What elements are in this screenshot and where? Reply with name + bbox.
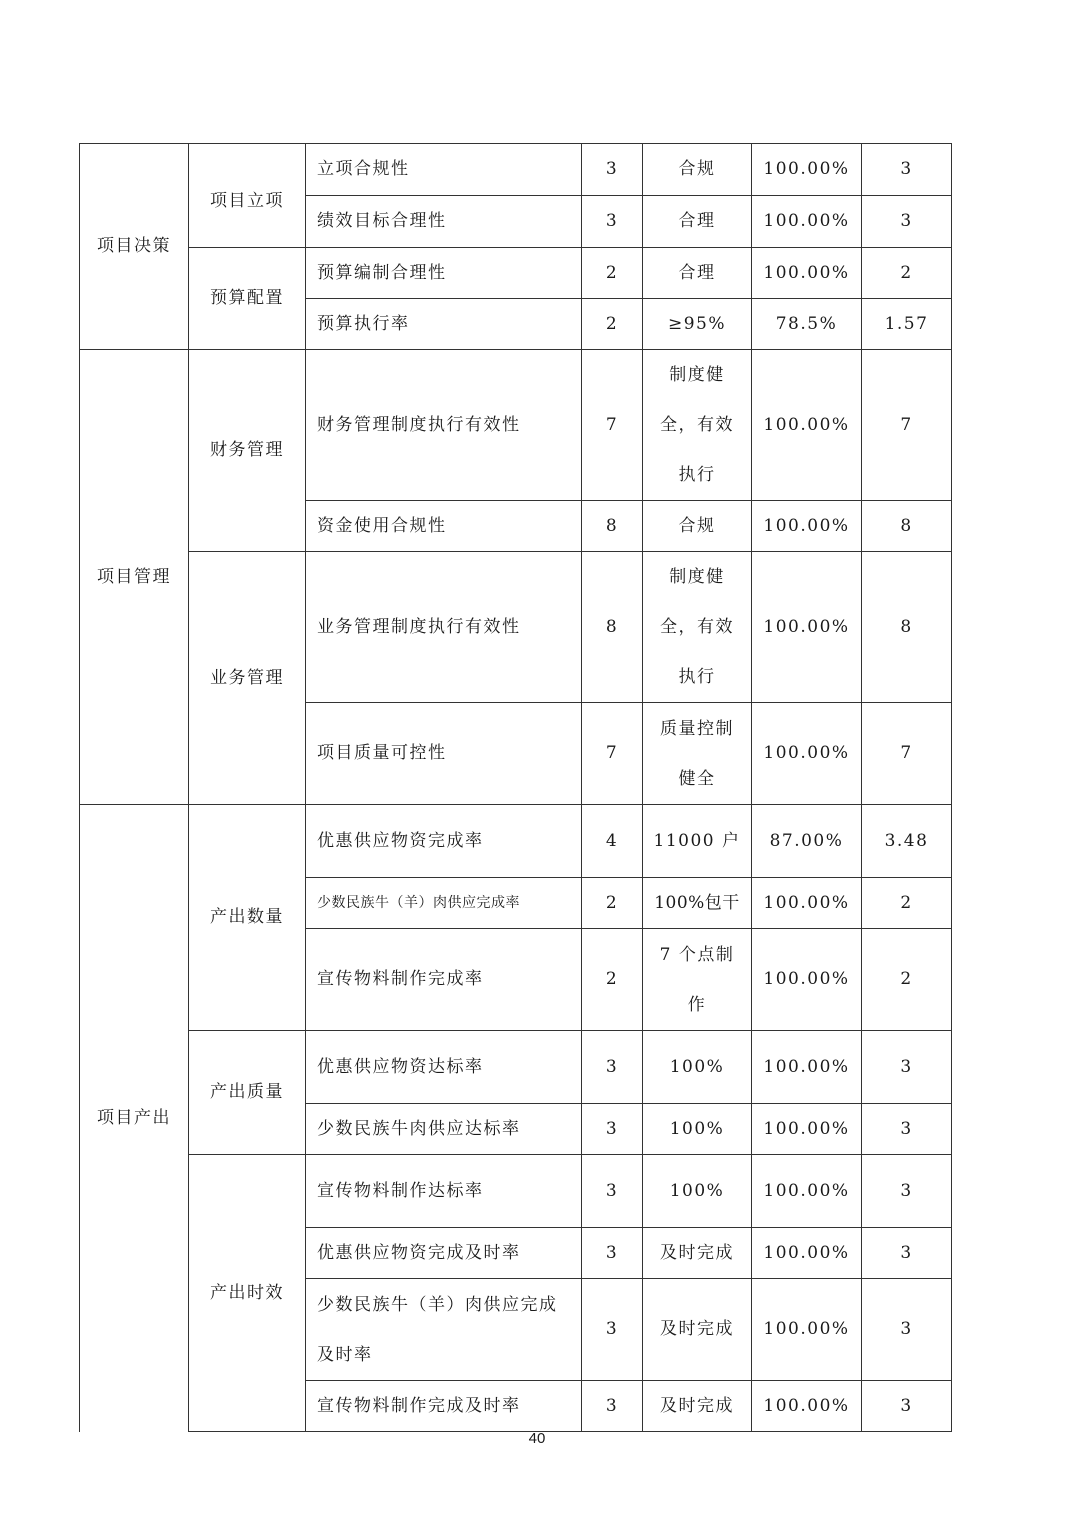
weight-cell: 3 bbox=[582, 1104, 643, 1155]
level1-label: 项目管理 bbox=[80, 350, 189, 805]
indicator-cell: 宣传物料制作完成及时率 bbox=[306, 1381, 582, 1432]
score-cell: 2 bbox=[862, 248, 952, 299]
table-row bbox=[80, 144, 952, 196]
weight-cell: 3 bbox=[582, 1381, 643, 1432]
weight-cell: 3 bbox=[582, 1279, 643, 1381]
score-cell: 7 bbox=[862, 350, 952, 501]
level2-label: 预算配置 bbox=[189, 248, 306, 350]
indicator-cell: 优惠供应物资完成率 bbox=[306, 805, 582, 878]
rate-cell: 100.00% bbox=[752, 144, 862, 196]
rate-cell: 100.00% bbox=[752, 196, 862, 248]
standard-cell: ≥95% bbox=[643, 299, 752, 350]
level2-label: 业务管理 bbox=[189, 552, 306, 805]
standard-cell: 及时完成 bbox=[643, 1381, 752, 1432]
indicator-cell: 资金使用合规性 bbox=[306, 501, 582, 552]
weight-cell: 3 bbox=[582, 196, 643, 248]
rate-cell: 100.00% bbox=[752, 878, 862, 929]
table-row bbox=[80, 248, 952, 299]
rate-cell: 100.00% bbox=[752, 1279, 862, 1381]
weight-cell: 8 bbox=[582, 501, 643, 552]
rate-cell: 100.00% bbox=[752, 1228, 862, 1279]
indicator-cell: 少数民族牛（羊）肉供应完成率 bbox=[306, 878, 582, 929]
weight-cell: 3 bbox=[582, 1155, 643, 1228]
standard-cell: 合理 bbox=[643, 196, 752, 248]
level2-label: 产出数量 bbox=[189, 805, 306, 1031]
indicator-cell: 预算执行率 bbox=[306, 299, 582, 350]
rate-cell: 100.00% bbox=[752, 1155, 862, 1228]
level2-label: 产出质量 bbox=[189, 1031, 306, 1155]
score-cell: 3 bbox=[862, 1228, 952, 1279]
table-row bbox=[80, 1031, 952, 1104]
standard-cell: 质量控制健全 bbox=[643, 703, 752, 805]
weight-cell: 8 bbox=[582, 552, 643, 703]
rate-cell: 87.00% bbox=[752, 805, 862, 878]
indicator-cell: 立项合规性 bbox=[306, 144, 582, 196]
rate-cell: 100.00% bbox=[752, 1381, 862, 1432]
weight-cell: 3 bbox=[582, 1228, 643, 1279]
indicator-cell: 宣传物料制作达标率 bbox=[306, 1155, 582, 1228]
score-cell: 8 bbox=[862, 552, 952, 703]
score-cell: 3 bbox=[862, 1381, 952, 1432]
rate-cell: 100.00% bbox=[752, 1031, 862, 1104]
rate-cell: 100.00% bbox=[752, 501, 862, 552]
rate-cell: 100.00% bbox=[752, 1104, 862, 1155]
score-cell: 2 bbox=[862, 878, 952, 929]
rate-cell: 100.00% bbox=[752, 350, 862, 501]
indicator-cell: 财务管理制度执行有效性 bbox=[306, 350, 582, 501]
indicator-cell: 优惠供应物资达标率 bbox=[306, 1031, 582, 1104]
score-cell: 3 bbox=[862, 196, 952, 248]
rate-cell: 78.5% bbox=[752, 299, 862, 350]
table-row bbox=[80, 1155, 952, 1228]
indicator-cell: 少数民族牛肉供应达标率 bbox=[306, 1104, 582, 1155]
standard-cell: 及时完成 bbox=[643, 1228, 752, 1279]
weight-cell: 3 bbox=[582, 1031, 643, 1104]
indicator-cell: 业务管理制度执行有效性 bbox=[306, 552, 582, 703]
rate-cell: 100.00% bbox=[752, 552, 862, 703]
weight-cell: 2 bbox=[582, 299, 643, 350]
score-cell: 3 bbox=[862, 144, 952, 196]
score-cell: 7 bbox=[862, 703, 952, 805]
indicator-cell: 优惠供应物资完成及时率 bbox=[306, 1228, 582, 1279]
indicator-cell: 预算编制合理性 bbox=[306, 248, 582, 299]
rate-cell: 100.00% bbox=[752, 929, 862, 1031]
standard-cell: 7 个点制作 bbox=[643, 929, 752, 1031]
weight-cell: 7 bbox=[582, 703, 643, 805]
rate-cell: 100.00% bbox=[752, 703, 862, 805]
weight-cell: 2 bbox=[582, 929, 643, 1031]
indicator-cell: 少数民族牛（羊）肉供应完成及时率 bbox=[306, 1279, 582, 1381]
standard-cell: 100% bbox=[643, 1031, 752, 1104]
level2-label: 产出时效 bbox=[189, 1155, 306, 1432]
score-cell: 3 bbox=[862, 1279, 952, 1381]
weight-cell: 2 bbox=[582, 878, 643, 929]
score-cell: 8 bbox=[862, 501, 952, 552]
indicator-cell: 项目质量可控性 bbox=[306, 703, 582, 805]
standard-cell: 制度健全，有效执行 bbox=[643, 350, 752, 501]
standard-cell: 制度健全，有效执行 bbox=[643, 552, 752, 703]
weight-cell: 7 bbox=[582, 350, 643, 501]
standard-cell: 100% bbox=[643, 1155, 752, 1228]
score-cell: 2 bbox=[862, 929, 952, 1031]
standard-cell: 合规 bbox=[643, 144, 752, 196]
score-cell: 3 bbox=[862, 1031, 952, 1104]
score-cell: 3.48 bbox=[862, 805, 952, 878]
indicator-cell: 绩效目标合理性 bbox=[306, 196, 582, 248]
standard-cell: 100%包干 bbox=[643, 878, 752, 929]
table-row bbox=[80, 350, 952, 501]
weight-cell: 4 bbox=[582, 805, 643, 878]
level2-label: 财务管理 bbox=[189, 350, 306, 552]
standard-cell: 合规 bbox=[643, 501, 752, 552]
standard-cell: 及时完成 bbox=[643, 1279, 752, 1381]
level1-label: 项目决策 bbox=[80, 144, 189, 350]
standard-cell: 100% bbox=[643, 1104, 752, 1155]
standard-cell: 11000 户 bbox=[643, 805, 752, 878]
page-number: 40 bbox=[528, 1430, 546, 1447]
score-cell: 3 bbox=[862, 1155, 952, 1228]
weight-cell: 2 bbox=[582, 248, 643, 299]
indicator-cell: 宣传物料制作完成率 bbox=[306, 929, 582, 1031]
score-cell: 1.57 bbox=[862, 299, 952, 350]
rate-cell: 100.00% bbox=[752, 248, 862, 299]
table-row bbox=[80, 552, 952, 703]
performance-score-table bbox=[79, 143, 952, 1432]
score-cell: 3 bbox=[862, 1104, 952, 1155]
level2-label: 项目立项 bbox=[189, 144, 306, 248]
table-row bbox=[80, 805, 952, 878]
standard-cell: 合理 bbox=[643, 248, 752, 299]
weight-cell: 3 bbox=[582, 144, 643, 196]
level1-label: 项目产出 bbox=[80, 805, 189, 1432]
